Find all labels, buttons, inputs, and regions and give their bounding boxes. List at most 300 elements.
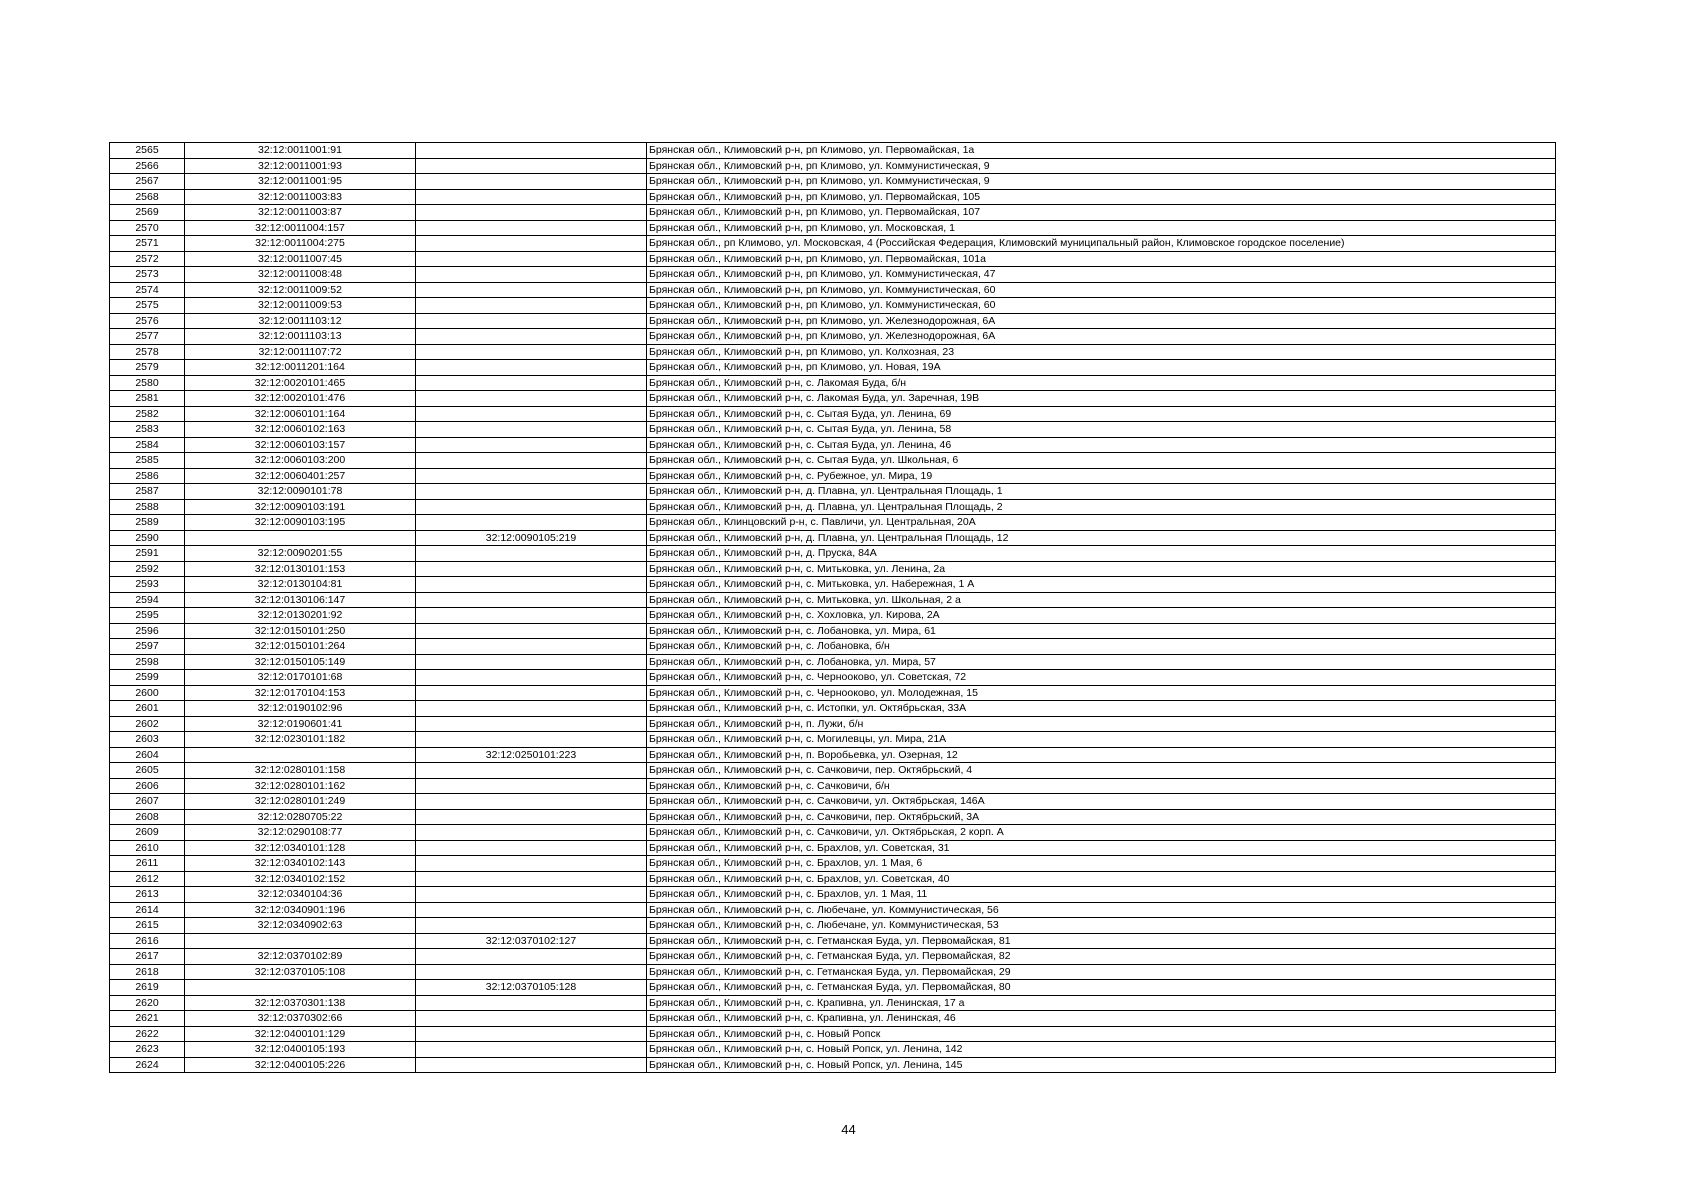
address-cell: Брянская обл., Климовский р-н, с. Гетманская Буда, ул. Первомайская, 29 — [647, 964, 1556, 980]
table-row — [110, 763, 1556, 779]
table-row — [110, 732, 1556, 748]
cadastral-number-alt-cell — [416, 1026, 647, 1042]
table-row — [110, 933, 1556, 949]
cadastral-number-cell: 32:12:0060103:157 — [185, 437, 416, 453]
address-cell: Брянская обл., Климовский р-н, с. Крапивна, ул. Ленинская, 17 а — [647, 995, 1556, 1011]
registry-table-body — [110, 143, 1556, 1073]
table-row — [110, 298, 1556, 314]
cadastral-number-cell: 32:12:0280705:22 — [185, 809, 416, 825]
address-cell: Брянская обл., Климовский р-н, с. Гетманская Буда, ул. Первомайская, 82 — [647, 949, 1556, 965]
cadastral-number-alt-cell — [416, 918, 647, 934]
row-number-cell: 2577 — [110, 329, 185, 345]
cadastral-number-cell: 32:12:0011008:48 — [185, 267, 416, 283]
row-number-cell: 2574 — [110, 282, 185, 298]
cadastral-number-cell: 32:12:0011003:87 — [185, 205, 416, 221]
table-row — [110, 1042, 1556, 1058]
cadastral-number-cell: 32:12:0340104:36 — [185, 887, 416, 903]
cadastral-number-alt-cell — [416, 1057, 647, 1073]
cadastral-number-cell: 32:12:0011009:53 — [185, 298, 416, 314]
cadastral-number-cell: 32:12:0370302:66 — [185, 1011, 416, 1027]
cadastral-number-alt-cell — [416, 561, 647, 577]
address-cell: Брянская обл., Климовский р-н, рп Климово, ул. Коммунистическая, 60 — [647, 282, 1556, 298]
cadastral-number-cell: 32:12:0011004:157 — [185, 220, 416, 236]
row-number-cell: 2616 — [110, 933, 185, 949]
address-cell: Брянская обл., Климовский р-н, с. Крапивна, ул. Ленинская, 46 — [647, 1011, 1556, 1027]
cadastral-number-cell: 32:12:0090103:195 — [185, 515, 416, 531]
cadastral-number-cell — [185, 747, 416, 763]
row-number-cell: 2572 — [110, 251, 185, 267]
cadastral-number-alt-cell — [416, 484, 647, 500]
cadastral-number-alt-cell — [416, 964, 647, 980]
table-row — [110, 329, 1556, 345]
address-cell: Брянская обл., Климовский р-н, с. Чернооково, ул. Молодежная, 15 — [647, 685, 1556, 701]
address-cell: Брянская обл., Климовский р-н, с. Любечане, ул. Коммунистическая, 53 — [647, 918, 1556, 934]
row-number-cell: 2579 — [110, 360, 185, 376]
row-number-cell: 2615 — [110, 918, 185, 934]
cadastral-number-alt-cell — [416, 716, 647, 732]
cadastral-number-cell: 32:12:0020101:465 — [185, 375, 416, 391]
cadastral-number-cell: 32:12:0280101:249 — [185, 794, 416, 810]
address-cell: Брянская обл., Климовский р-н, с. Сачковичи, пер. Октябрьский, 4 — [647, 763, 1556, 779]
table-row — [110, 422, 1556, 438]
table-row — [110, 236, 1556, 252]
table-row — [110, 546, 1556, 562]
address-cell: Брянская обл., Климовский р-н, рп Климово, ул. Железнодорожная, 6А — [647, 329, 1556, 345]
cadastral-number-alt-cell — [416, 639, 647, 655]
cadastral-number-cell: 32:12:0370105:108 — [185, 964, 416, 980]
table-row — [110, 577, 1556, 593]
cadastral-number-alt-cell: 32:12:0370102:127 — [416, 933, 647, 949]
row-number-cell: 2624 — [110, 1057, 185, 1073]
registry-table — [109, 142, 1556, 1073]
cadastral-number-alt-cell — [416, 995, 647, 1011]
cadastral-number-alt-cell — [416, 732, 647, 748]
address-cell: Брянская обл., Климовский р-н, рп Климово, ул. Колхозная, 23 — [647, 344, 1556, 360]
cadastral-number-alt-cell — [416, 236, 647, 252]
table-row — [110, 561, 1556, 577]
table-row — [110, 964, 1556, 980]
cadastral-number-alt-cell — [416, 282, 647, 298]
cadastral-number-alt-cell — [416, 267, 647, 283]
cadastral-number-cell: 32:12:0011103:12 — [185, 313, 416, 329]
row-number-cell: 2583 — [110, 422, 185, 438]
table-row — [110, 143, 1556, 159]
row-number-cell: 2580 — [110, 375, 185, 391]
table-row — [110, 623, 1556, 639]
table-row — [110, 205, 1556, 221]
cadastral-number-cell: 32:12:0280101:158 — [185, 763, 416, 779]
row-number-cell: 2575 — [110, 298, 185, 314]
address-cell: Брянская обл., Климовский р-н, рп Климово, ул. Первомайская, 107 — [647, 205, 1556, 221]
cadastral-number-cell: 32:12:0190102:96 — [185, 701, 416, 717]
address-cell: Брянская обл., Климовский р-н, рп Климово, ул. Московская, 1 — [647, 220, 1556, 236]
table-row — [110, 530, 1556, 546]
cadastral-number-cell: 32:12:0340101:128 — [185, 840, 416, 856]
row-number-cell: 2599 — [110, 670, 185, 686]
address-cell: Брянская обл., Климовский р-н, с. Сытая Буда, ул. Ленина, 46 — [647, 437, 1556, 453]
table-row — [110, 437, 1556, 453]
address-cell: Брянская обл., Климовский р-н, с. Брахлов, ул. Советская, 31 — [647, 840, 1556, 856]
table-row — [110, 825, 1556, 841]
table-row — [110, 794, 1556, 810]
cadastral-number-cell — [185, 980, 416, 996]
cadastral-number-cell — [185, 933, 416, 949]
table-row — [110, 189, 1556, 205]
table-row — [110, 871, 1556, 887]
table-row — [110, 453, 1556, 469]
address-cell: Брянская обл., Климовский р-н, с. Новый Ропск — [647, 1026, 1556, 1042]
address-cell: Брянская обл., Климовский р-н, с. Истопки, ул. Октябрьская, 33А — [647, 701, 1556, 717]
cadastral-number-alt-cell — [416, 856, 647, 872]
table-row — [110, 918, 1556, 934]
table-row — [110, 515, 1556, 531]
table-row — [110, 468, 1556, 484]
cadastral-number-cell: 32:12:0130106:147 — [185, 592, 416, 608]
address-cell: Брянская обл., Климовский р-н, с. Любечане, ул. Коммунистическая, 56 — [647, 902, 1556, 918]
row-number-cell: 2622 — [110, 1026, 185, 1042]
row-number-cell: 2592 — [110, 561, 185, 577]
cadastral-number-alt-cell — [416, 871, 647, 887]
row-number-cell: 2565 — [110, 143, 185, 159]
address-cell: Брянская обл., Климовский р-н, с. Сытая Буда, ул. Ленина, 69 — [647, 406, 1556, 422]
table-row — [110, 251, 1556, 267]
cadastral-number-cell — [185, 530, 416, 546]
table-row — [110, 484, 1556, 500]
cadastral-number-cell: 32:12:0011009:52 — [185, 282, 416, 298]
row-number-cell: 2607 — [110, 794, 185, 810]
row-number-cell: 2597 — [110, 639, 185, 655]
cadastral-number-alt-cell — [416, 778, 647, 794]
cadastral-number-alt-cell — [416, 887, 647, 903]
address-cell: Брянская обл., Климовский р-н, п. Воробьевка, ул. Озерная, 12 — [647, 747, 1556, 763]
cadastral-number-alt-cell — [416, 468, 647, 484]
address-cell: Брянская обл., Климовский р-н, п. Лужи, б/н — [647, 716, 1556, 732]
row-number-cell: 2584 — [110, 437, 185, 453]
cadastral-number-alt-cell — [416, 794, 647, 810]
address-cell: Брянская обл., Климовский р-н, с. Лобановка, ул. Мира, 57 — [647, 654, 1556, 670]
row-number-cell: 2612 — [110, 871, 185, 887]
cadastral-number-cell: 32:12:0060401:257 — [185, 468, 416, 484]
cadastral-number-alt-cell — [416, 1042, 647, 1058]
table-row — [110, 778, 1556, 794]
row-number-cell: 2569 — [110, 205, 185, 221]
address-cell: Брянская обл., Климовский р-н, с. Рубежное, ул. Мира, 19 — [647, 468, 1556, 484]
cadastral-number-cell: 32:12:0170104:153 — [185, 685, 416, 701]
row-number-cell: 2591 — [110, 546, 185, 562]
cadastral-number-cell: 32:12:0060102:163 — [185, 422, 416, 438]
cadastral-number-cell: 32:12:0340102:152 — [185, 871, 416, 887]
table-row — [110, 685, 1556, 701]
table-row — [110, 1011, 1556, 1027]
address-cell: Брянская обл., Клинцовский р-н, с. Павличи, ул. Центральная, 20А — [647, 515, 1556, 531]
cadastral-number-alt-cell — [416, 220, 647, 236]
row-number-cell: 2590 — [110, 530, 185, 546]
cadastral-number-alt-cell — [416, 685, 647, 701]
cadastral-number-alt-cell — [416, 902, 647, 918]
row-number-cell: 2600 — [110, 685, 185, 701]
address-cell: Брянская обл., Климовский р-н, с. Брахлов, ул. 1 Мая, 11 — [647, 887, 1556, 903]
address-cell: Брянская обл., Климовский р-н, с. Сачковичи, пер. Октябрьский, 3А — [647, 809, 1556, 825]
table-row — [110, 375, 1556, 391]
address-cell: Брянская обл., Климовский р-н, с. Сачковичи, ул. Октябрьская, 2 корп. А — [647, 825, 1556, 841]
table-row — [110, 220, 1556, 236]
table-row — [110, 1057, 1556, 1073]
cadastral-number-cell: 32:12:0150105:149 — [185, 654, 416, 670]
address-cell: Брянская обл., Климовский р-н, с. Новый Ропск, ул. Ленина, 142 — [647, 1042, 1556, 1058]
address-cell: Брянская обл., Климовский р-н, с. Хохловка, ул. Кирова, 2А — [647, 608, 1556, 624]
address-cell: Брянская обл., Климовский р-н, рп Климово, ул. Коммунистическая, 9 — [647, 174, 1556, 190]
address-cell: Брянская обл., рп Климово, ул. Московская, 4 (Российская Федерация, Климовский муниципальный район, Климовское городское поселение) — [647, 236, 1556, 252]
table-row — [110, 406, 1556, 422]
table-row — [110, 716, 1556, 732]
row-number-cell: 2571 — [110, 236, 185, 252]
cadastral-number-cell: 32:12:0340102:143 — [185, 856, 416, 872]
row-number-cell: 2567 — [110, 174, 185, 190]
cadastral-number-alt-cell — [416, 375, 647, 391]
cadastral-number-cell: 32:12:0340902:63 — [185, 918, 416, 934]
table-row — [110, 856, 1556, 872]
row-number-cell: 2623 — [110, 1042, 185, 1058]
row-number-cell: 2619 — [110, 980, 185, 996]
table-row — [110, 949, 1556, 965]
row-number-cell: 2595 — [110, 608, 185, 624]
cadastral-number-alt-cell — [416, 344, 647, 360]
table-row — [110, 639, 1556, 655]
cadastral-number-alt-cell — [416, 499, 647, 515]
row-number-cell: 2573 — [110, 267, 185, 283]
row-number-cell: 2621 — [110, 1011, 185, 1027]
address-cell: Брянская обл., Климовский р-н, с. Митьковка, ул. Ленина, 2а — [647, 561, 1556, 577]
cadastral-number-cell: 32:12:0370102:89 — [185, 949, 416, 965]
table-row — [110, 360, 1556, 376]
address-cell: Брянская обл., Климовский р-н, рп Климово, ул. Коммунистическая, 47 — [647, 267, 1556, 283]
address-cell: Брянская обл., Климовский р-н, с. Сытая Буда, ул. Ленина, 58 — [647, 422, 1556, 438]
cadastral-number-alt-cell: 32:12:0090105:219 — [416, 530, 647, 546]
address-cell: Брянская обл., Климовский р-н, рп Климово, ул. Коммунистическая, 60 — [647, 298, 1556, 314]
table-row — [110, 654, 1556, 670]
address-cell: Брянская обл., Климовский р-н, с. Сачковичи, б/н — [647, 778, 1556, 794]
address-cell: Брянская обл., Климовский р-н, рп Климово, ул. Первомайская, 105 — [647, 189, 1556, 205]
address-cell: Брянская обл., Климовский р-н, д. Плавна, ул. Центральная Площадь, 2 — [647, 499, 1556, 515]
address-cell: Брянская обл., Климовский р-н, рп Климово, ул. Первомайская, 1а — [647, 143, 1556, 159]
cadastral-number-alt-cell — [416, 406, 647, 422]
address-cell: Брянская обл., Климовский р-н, с. Лобановка, ул. Мира, 61 — [647, 623, 1556, 639]
row-number-cell: 2613 — [110, 887, 185, 903]
cadastral-number-cell: 32:12:0340901:196 — [185, 902, 416, 918]
cadastral-number-cell: 32:12:0011001:93 — [185, 158, 416, 174]
cadastral-number-alt-cell — [416, 809, 647, 825]
row-number-cell: 2604 — [110, 747, 185, 763]
address-cell: Брянская обл., Климовский р-н, с. Лакомая Буда, ул. Заречная, 19В — [647, 391, 1556, 407]
table-row — [110, 809, 1556, 825]
cadastral-number-cell: 32:12:0090201:55 — [185, 546, 416, 562]
table-row — [110, 174, 1556, 190]
table-row — [110, 1026, 1556, 1042]
cadastral-number-cell: 32:12:0020101:476 — [185, 391, 416, 407]
cadastral-number-cell: 32:12:0290108:77 — [185, 825, 416, 841]
address-cell: Брянская обл., Климовский р-н, с. Сытая Буда, ул. Школьная, 6 — [647, 453, 1556, 469]
cadastral-number-alt-cell — [416, 205, 647, 221]
cadastral-number-alt-cell — [416, 623, 647, 639]
cadastral-number-cell: 32:12:0060103:200 — [185, 453, 416, 469]
cadastral-number-alt-cell — [416, 391, 647, 407]
row-number-cell: 2610 — [110, 840, 185, 856]
cadastral-number-alt-cell — [416, 592, 647, 608]
cadastral-number-alt-cell — [416, 670, 647, 686]
row-number-cell: 2593 — [110, 577, 185, 593]
address-cell: Брянская обл., Климовский р-н, с. Новый Ропск, ул. Ленина, 145 — [647, 1057, 1556, 1073]
row-number-cell: 2585 — [110, 453, 185, 469]
cadastral-number-cell: 32:12:0011003:83 — [185, 189, 416, 205]
address-cell: Брянская обл., Климовский р-н, с. Гетманская Буда, ул. Первомайская, 80 — [647, 980, 1556, 996]
cadastral-number-alt-cell — [416, 189, 647, 205]
row-number-cell: 2566 — [110, 158, 185, 174]
cadastral-number-cell: 32:12:0011004:275 — [185, 236, 416, 252]
cadastral-number-alt-cell — [416, 840, 647, 856]
cadastral-number-cell: 32:12:0011201:164 — [185, 360, 416, 376]
table-row — [110, 344, 1556, 360]
row-number-cell: 2605 — [110, 763, 185, 779]
cadastral-number-alt-cell — [416, 251, 647, 267]
cadastral-number-cell: 32:12:0130201:92 — [185, 608, 416, 624]
row-number-cell: 2576 — [110, 313, 185, 329]
cadastral-number-alt-cell — [416, 825, 647, 841]
row-number-cell: 2608 — [110, 809, 185, 825]
row-number-cell: 2606 — [110, 778, 185, 794]
cadastral-number-cell: 32:12:0190601:41 — [185, 716, 416, 732]
table-row — [110, 840, 1556, 856]
row-number-cell: 2617 — [110, 949, 185, 965]
cadastral-number-cell: 32:12:0170101:68 — [185, 670, 416, 686]
cadastral-number-alt-cell — [416, 701, 647, 717]
table-row — [110, 701, 1556, 717]
row-number-cell: 2618 — [110, 964, 185, 980]
table-row — [110, 499, 1556, 515]
cadastral-number-cell: 32:12:0060101:164 — [185, 406, 416, 422]
cadastral-number-cell: 32:12:0011001:91 — [185, 143, 416, 159]
table-row — [110, 747, 1556, 763]
cadastral-number-cell: 32:12:0150101:264 — [185, 639, 416, 655]
row-number-cell: 2620 — [110, 995, 185, 1011]
cadastral-number-alt-cell — [416, 437, 647, 453]
cadastral-number-cell: 32:12:0011103:13 — [185, 329, 416, 345]
address-cell: Брянская обл., Климовский р-н, с. Гетманская Буда, ул. Первомайская, 81 — [647, 933, 1556, 949]
address-cell: Брянская обл., Климовский р-н, рп Климово, ул. Железнодорожная, 6А — [647, 313, 1556, 329]
table-row — [110, 391, 1556, 407]
cadastral-number-alt-cell: 32:12:0370105:128 — [416, 980, 647, 996]
row-number-cell: 2603 — [110, 732, 185, 748]
row-number-cell: 2587 — [110, 484, 185, 500]
cadastral-number-cell: 32:12:0370301:138 — [185, 995, 416, 1011]
row-number-cell: 2596 — [110, 623, 185, 639]
address-cell: Брянская обл., Климовский р-н, рп Климово, ул. Первомайская, 101а — [647, 251, 1556, 267]
row-number-cell: 2570 — [110, 220, 185, 236]
table-row — [110, 995, 1556, 1011]
cadastral-number-cell: 32:12:0400101:129 — [185, 1026, 416, 1042]
address-cell: Брянская обл., Климовский р-н, рп Климово, ул. Новая, 19А — [647, 360, 1556, 376]
table-row — [110, 670, 1556, 686]
table-row — [110, 592, 1556, 608]
cadastral-number-cell: 32:12:0400105:193 — [185, 1042, 416, 1058]
address-cell: Брянская обл., Климовский р-н, с. Брахлов, ул. 1 Мая, 6 — [647, 856, 1556, 872]
address-cell: Брянская обл., Климовский р-н, с. Могилевцы, ул. Мира, 21А — [647, 732, 1556, 748]
table-row — [110, 267, 1556, 283]
cadastral-number-cell: 32:12:0280101:162 — [185, 778, 416, 794]
cadastral-number-cell: 32:12:0090103:191 — [185, 499, 416, 515]
cadastral-number-alt-cell — [416, 360, 647, 376]
cadastral-number-alt-cell: 32:12:0250101:223 — [416, 747, 647, 763]
cadastral-number-cell: 32:12:0400105:226 — [185, 1057, 416, 1073]
row-number-cell: 2586 — [110, 468, 185, 484]
row-number-cell: 2581 — [110, 391, 185, 407]
table-row — [110, 902, 1556, 918]
table-row — [110, 282, 1556, 298]
row-number-cell: 2588 — [110, 499, 185, 515]
cadastral-number-cell: 32:12:0090101:78 — [185, 484, 416, 500]
cadastral-number-alt-cell — [416, 608, 647, 624]
row-number-cell: 2568 — [110, 189, 185, 205]
cadastral-number-cell: 32:12:0130101:153 — [185, 561, 416, 577]
table-row — [110, 158, 1556, 174]
table-row — [110, 980, 1556, 996]
cadastral-number-cell: 32:12:0011007:45 — [185, 251, 416, 267]
cadastral-number-cell: 32:12:0150101:250 — [185, 623, 416, 639]
row-number-cell: 2589 — [110, 515, 185, 531]
cadastral-number-alt-cell — [416, 763, 647, 779]
row-number-cell: 2582 — [110, 406, 185, 422]
address-cell: Брянская обл., Климовский р-н, с. Сачковичи, ул. Октябрьская, 146А — [647, 794, 1556, 810]
table-row — [110, 313, 1556, 329]
cadastral-number-alt-cell — [416, 577, 647, 593]
cadastral-number-alt-cell — [416, 298, 647, 314]
row-number-cell: 2602 — [110, 716, 185, 732]
row-number-cell: 2578 — [110, 344, 185, 360]
address-cell: Брянская обл., Климовский р-н, д. Пруска, 84А — [647, 546, 1556, 562]
address-cell: Брянская обл., Климовский р-н, д. Плавна, ул. Центральная Площадь, 12 — [647, 530, 1556, 546]
page-number: 44 — [841, 1122, 856, 1137]
cadastral-number-alt-cell — [416, 453, 647, 469]
cadastral-number-alt-cell — [416, 158, 647, 174]
address-cell: Брянская обл., Климовский р-н, с. Лакомая Буда, б/н — [647, 375, 1556, 391]
cadastral-number-cell: 32:12:0011107:72 — [185, 344, 416, 360]
row-number-cell: 2614 — [110, 902, 185, 918]
table-row — [110, 887, 1556, 903]
row-number-cell: 2609 — [110, 825, 185, 841]
cadastral-number-alt-cell — [416, 1011, 647, 1027]
cadastral-number-cell: 32:12:0130104:81 — [185, 577, 416, 593]
cadastral-number-cell: 32:12:0011001:95 — [185, 174, 416, 190]
cadastral-number-alt-cell — [416, 313, 647, 329]
row-number-cell: 2594 — [110, 592, 185, 608]
cadastral-number-alt-cell — [416, 143, 647, 159]
address-cell: Брянская обл., Климовский р-н, с. Лобановка, б/н — [647, 639, 1556, 655]
row-number-cell: 2611 — [110, 856, 185, 872]
address-cell: Брянская обл., Климовский р-н, с. Брахлов, ул. Советская, 40 — [647, 871, 1556, 887]
cadastral-number-alt-cell — [416, 174, 647, 190]
row-number-cell: 2598 — [110, 654, 185, 670]
cadastral-number-alt-cell — [416, 422, 647, 438]
row-number-cell: 2601 — [110, 701, 185, 717]
cadastral-number-alt-cell — [416, 654, 647, 670]
cadastral-number-alt-cell — [416, 329, 647, 345]
address-cell: Брянская обл., Климовский р-н, рп Климово, ул. Коммунистическая, 9 — [647, 158, 1556, 174]
address-cell: Брянская обл., Климовский р-н, с. Митьковка, ул. Школьная, 2 а — [647, 592, 1556, 608]
cadastral-number-alt-cell — [416, 546, 647, 562]
address-cell: Брянская обл., Климовский р-н, с. Митьковка, ул. Набережная, 1 А — [647, 577, 1556, 593]
table-row — [110, 608, 1556, 624]
address-cell: Брянская обл., Климовский р-н, д. Плавна, ул. Центральная Площадь, 1 — [647, 484, 1556, 500]
address-cell: Брянская обл., Климовский р-н, с. Чернооково, ул. Советская, 72 — [647, 670, 1556, 686]
